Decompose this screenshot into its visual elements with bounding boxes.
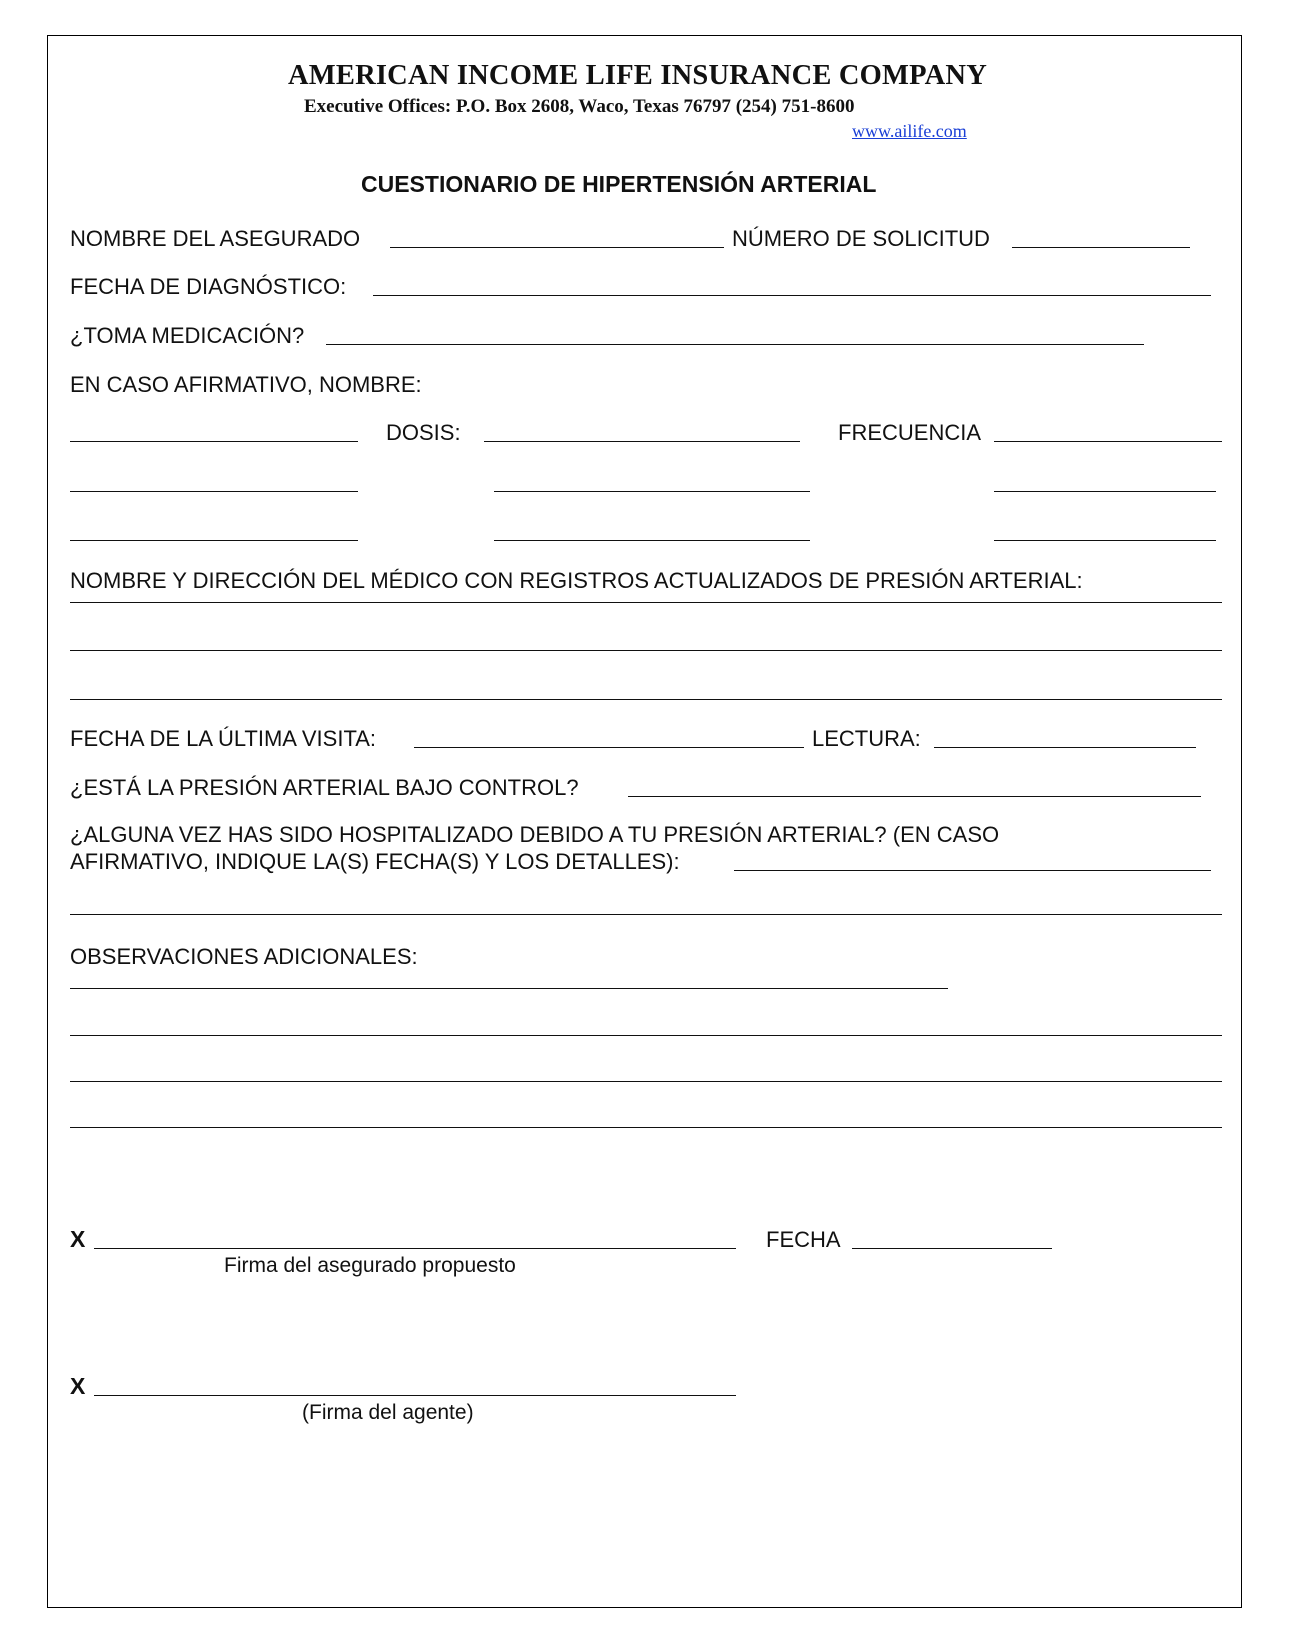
executive-offices: Executive Offices: P.O. Box 2608, Waco, Texas 76797 (254) 751-8600: [304, 96, 855, 117]
medication-field[interactable]: [326, 344, 1144, 345]
frequency-label: FRECUENCIA: [838, 420, 982, 445]
signature-date-field[interactable]: [852, 1248, 1052, 1249]
remarks-field-2[interactable]: [70, 1035, 1222, 1036]
physician-field-1[interactable]: [70, 602, 1222, 603]
bp-control-label: ¿ESTÁ LA PRESIÓN ARTERIAL BAJO CONTROL?: [70, 775, 579, 800]
application-number-label: NÚMERO DE SOLICITUD: [732, 226, 990, 251]
agent-signature-caption: (Firma del agente): [302, 1401, 474, 1424]
physician-field-3[interactable]: [70, 699, 1222, 700]
if-yes-name-label: EN CASO AFIRMATIVO, NOMBRE:: [70, 372, 422, 397]
medication-name-field-2[interactable]: [70, 491, 358, 492]
dose-field-1[interactable]: [484, 441, 800, 442]
form-page: [47, 35, 1242, 1608]
last-visit-field[interactable]: [414, 747, 804, 748]
agent-signature-x: X: [70, 1373, 86, 1399]
insured-signature-caption: Firma del asegurado propuesto: [224, 1254, 516, 1277]
remarks-field-3[interactable]: [70, 1081, 1222, 1082]
remarks-field-4[interactable]: [70, 1127, 1222, 1128]
signature-date-label: FECHA: [766, 1227, 841, 1252]
dose-field-2[interactable]: [494, 491, 810, 492]
frequency-field-1[interactable]: [994, 441, 1222, 442]
diagnosis-date-label: FECHA DE DIAGNÓSTICO:: [70, 274, 347, 299]
frequency-field-2[interactable]: [994, 491, 1216, 492]
diagnosis-date-field[interactable]: [373, 295, 1211, 296]
insured-name-field[interactable]: [390, 247, 724, 248]
insured-name-label: NOMBRE DEL ASEGURADO: [70, 226, 361, 251]
insured-signature-field[interactable]: [94, 1248, 736, 1249]
website-link[interactable]: www.ailife.com: [852, 121, 967, 141]
physician-field-2[interactable]: [70, 650, 1222, 651]
hospitalized-question-line1: ¿ALGUNA VEZ HAS SIDO HOSPITALIZADO DEBIDO A TU PRESIÓN ARTERIAL? (EN CASO: [70, 822, 1000, 847]
medication-name-field-3[interactable]: [70, 540, 358, 541]
remarks-field-1[interactable]: [70, 988, 948, 989]
company-name: AMERICAN INCOME LIFE INSURANCE COMPANY: [288, 60, 987, 91]
physician-label: NOMBRE Y DIRECCIÓN DEL MÉDICO CON REGISTROS ACTUALIZADOS DE PRESIÓN ARTERIAL:: [70, 568, 1083, 593]
dose-label: DOSIS:: [386, 420, 461, 445]
reading-field[interactable]: [934, 747, 1196, 748]
application-number-field[interactable]: [1012, 247, 1190, 248]
agent-signature-field[interactable]: [94, 1395, 736, 1396]
hospitalized-field-1[interactable]: [734, 870, 1211, 871]
medication-label: ¿TOMA MEDICACIÓN?: [70, 323, 305, 348]
last-visit-label: FECHA DE LA ÚLTIMA VISITA:: [70, 726, 377, 751]
medication-name-field-1[interactable]: [70, 441, 358, 442]
hospitalized-question-line2: AFIRMATIVO, INDIQUE LA(S) FECHA(S) Y LOS DETALLES):: [70, 849, 680, 874]
bp-control-field[interactable]: [628, 796, 1201, 797]
hospitalized-field-2[interactable]: [70, 914, 1222, 915]
reading-label: LECTURA:: [812, 726, 921, 751]
dose-field-3[interactable]: [494, 540, 810, 541]
remarks-label: OBSERVACIONES ADICIONALES:: [70, 944, 418, 969]
form-title: CUESTIONARIO DE HIPERTENSIÓN ARTERIAL: [361, 171, 877, 197]
frequency-field-3[interactable]: [994, 540, 1216, 541]
insured-signature-x: X: [70, 1226, 86, 1252]
